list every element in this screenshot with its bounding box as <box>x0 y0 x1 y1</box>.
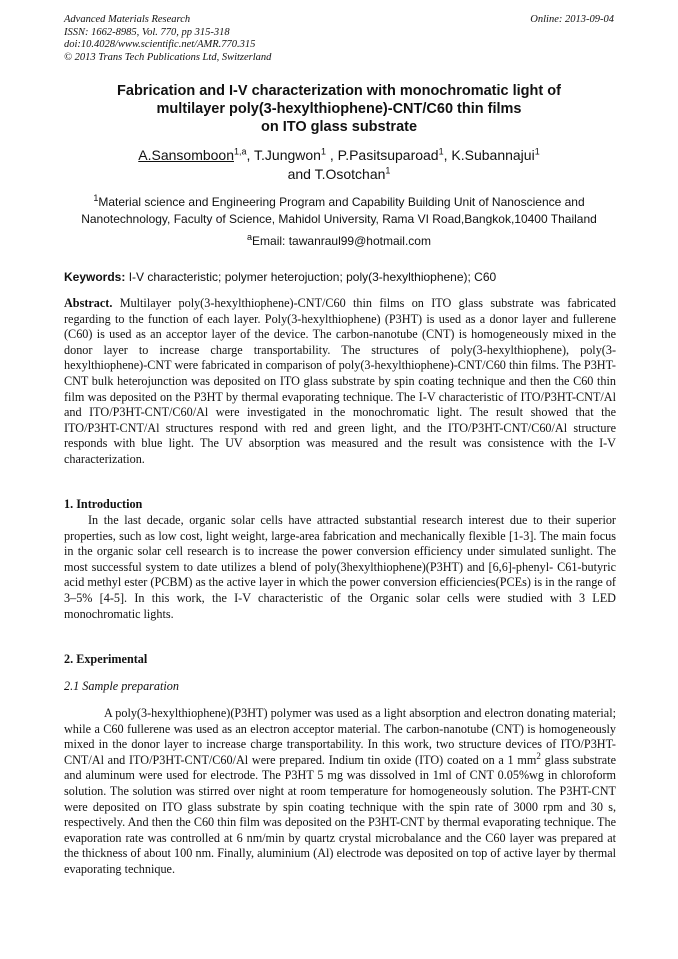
issn-line: ISSN: 1662-8985, Vol. 770, pp 315-318 <box>64 26 230 38</box>
affiliation <box>60 194 618 228</box>
paper-title <box>60 82 618 136</box>
author-2: , T.Jungwon <box>246 147 321 163</box>
introduction-paragraph: In the last decade, organic solar cells have attracted substantial research interest due to their superior properties, such as low cost, light weight, large-area fabrication and mechanically flexible [1-3]. The main focus in the organic solar cell research is to increase the power conversion efficiency under simulated sunlight. The most successful system to date utilizes a blend of poly(3hexylthiophene)(P3HT) and [6,6]-phenyl- C61-butyric acid methyl ester (PCBM) as the active layer in which the power conversion efficiencies(PCEs) is in the range of 3–5% [4-5]. In this work, the I-V characteristic of the Organic solar cells were studied with 3 LED monochromatic lights. <box>64 513 616 621</box>
copyright-line: © 2013 Trans Tech Publications Ltd, Switzerland <box>64 51 272 63</box>
abstract <box>64 296 616 468</box>
author-4-sup: 1 <box>534 146 540 157</box>
author-1: A.Sansomboon <box>138 147 234 163</box>
author-line-1 <box>60 146 618 165</box>
email-text: Email: tawanraul99@hotmail.com <box>252 234 431 248</box>
prep-text-a: A poly(3-hexylthiophene)(P3HT) polymer was used as a light absorption and electron donating material; while a C60 fullerene was used as an electron acceptor material. The carbon-nanotube (CNT) is homogeneously mixed in the donor layer to increase charge transportability. In this work, two structure devices of ITO/P3HT-CNT/Al and ITO/P3HT-CNT/C60/Al were prepared. Indium tin oxide (ITO) coated on a 1 mm <box>64 706 616 767</box>
author-list <box>60 146 618 184</box>
author-5-sup: 1 <box>385 165 391 176</box>
doi-line: doi:10.4028/www.scientific.net/AMR.770.315 <box>64 39 256 50</box>
author-1-sup: 1,a <box>234 146 247 157</box>
title-line-1: Fabrication and I-V characterization with monochromatic light of <box>117 83 561 99</box>
abstract-label: Abstract. <box>64 296 113 310</box>
affiliation-line-2: Nanotechnology, Faculty of Science, Mahidol University, Rama VI Road,Bangkok,10400 Thailand <box>81 212 597 226</box>
sample-preparation-paragraph <box>64 706 616 878</box>
email-line <box>60 234 618 248</box>
section-2-heading: 2. Experimental <box>64 652 148 666</box>
affiliation-text-1: Material science and Engineering Program and Capability Building Unit of Nanoscience and <box>98 195 585 209</box>
abstract-text: Multilayer poly(3-hexylthiophene)-CNT/C60 thin films on ITO glass substrate was fabricated regarding to the function of each layer. Poly(3-hexylthiophene) (P3HT) is used as a donor layer and fullerene (C60) is used as an acceptor layer of the device. The carbon-nanotube (CNT) is homogeneously mixed in the donor layer to increase charge transportability. The structures of poly(3-hexylthiophene), poly(3-hexylthiophene)-CNT were fabricated in comparison of poly(3-hexylthiophene)-CNT/C60 thin films. The P3HT-CNT bulk heterojunction was deposited on ITO glass substrate by spin coating technique and then the C60 thin film was deposited on the P3HT by thermal evaporating technique. The I-V characteristic of ITO/P3HT-CNT/Al and ITO/P3HT-CNT/C60/Al were investigated in the monochromatic light. The result showed that the ITO/P3HT-CNT/Al structures respond with red and green light, and the ITO/P3HT-CNT/C60/Al structure responds with blue light. The UV absorption was measured and the result was consistence with the I-V characterization. <box>64 296 616 466</box>
online-date: Online: 2013-09-04 <box>530 14 614 25</box>
author-2-sup: 1 <box>320 146 326 157</box>
author-4: , K.Subannajui <box>443 147 535 163</box>
author-5: and T.Osotchan <box>287 166 386 182</box>
keywords <box>64 270 616 284</box>
title-line-3: on ITO glass substrate <box>260 119 418 135</box>
title-line-2: multilayer poly(3-hexylthiophene)-CNT/C60 thin films <box>156 101 522 117</box>
journal-header <box>64 14 271 64</box>
keywords-text: I-V characteristic; polymer heterojuction; poly(3-hexylthiophene); C60 <box>125 270 497 284</box>
author-3: , P.Pasitsuparoad <box>326 147 439 163</box>
prep-text-b: glass substrate and aluminum were used for electrode. The P3HT 5 mg was dissolved in 1ml of CNT 0.05%wg in chloroform solution. The solution was stirred over night at room temperature for homogeneously solution. The P3HT-CNT were deposited on ITO glass substrate by spin coating technique with the spin rate of 3000 rpm and 30 s, respectively. And then the C60 thin film was deposited on the P3HT-CNT by thermal evaporating technique. The evaporation rate was controlled at 6 nm/min by quartz crystal microbalance and the C60 layer was prepared at the thickness of about 100 nm. Finally, aluminium (Al) electrode was deposited on top of active layer by thermal evaporating technique. <box>64 752 616 876</box>
journal-name: Advanced Materials Research <box>64 14 191 25</box>
section-1-heading: 1. Introduction <box>64 497 143 511</box>
affiliation-line-1 <box>60 194 618 211</box>
prep-sup: 2 <box>536 750 541 761</box>
author-3-sup: 1 <box>438 146 444 157</box>
email-sup: a <box>247 232 253 242</box>
subsection-2-1-heading: 2.1 Sample preparation <box>64 679 179 693</box>
affiliation-sup: 1 <box>93 193 99 203</box>
author-line-2 <box>60 165 618 184</box>
keywords-label: Keywords: <box>64 270 126 284</box>
